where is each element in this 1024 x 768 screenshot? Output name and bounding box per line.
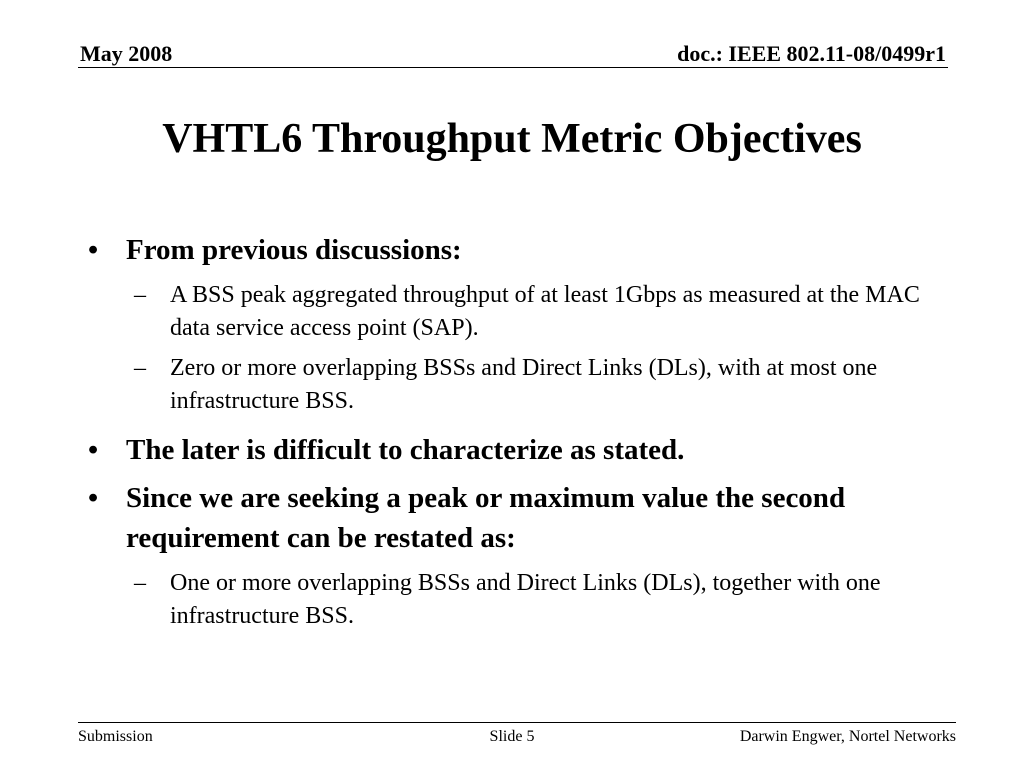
bullet-marker: • [88, 434, 99, 466]
bullet-text: The later is difficult to characterize as stated. [126, 434, 685, 466]
sub-bullet-marker: – [134, 355, 146, 381]
sub-bullet-text: A BSS peak aggregated throughput of at least 1Gbps as measured at the MAC data service access point (SAP). [170, 282, 920, 341]
footer-divider [78, 722, 956, 723]
sub-bullet-marker: – [134, 570, 146, 596]
sub-bullet-text: One or more overlapping BSSs and Direct Links (DLs), together with one infrastructure BSS. [170, 570, 881, 629]
bullet-marker: • [88, 482, 99, 514]
bullet-marker: • [88, 234, 99, 266]
footer-submission: Submission [78, 728, 153, 745]
slide-title: VHTL6 Throughput Metric Objectives [162, 116, 862, 162]
footer-slide-number: Slide 5 [489, 728, 535, 745]
sub-bullet-text: Zero or more overlapping BSSs and Direct Links (DLs), with at most one infrastructure BSS. [170, 355, 878, 414]
header-doc-id: doc.: IEEE 802.11-08/0499r1 [677, 41, 946, 66]
sub-bullet-marker: – [134, 282, 146, 308]
bullet-text: Since we are seeking a peak or maximum value the second requirement can be restated as: [126, 482, 846, 554]
header-date: May 2008 [80, 41, 173, 66]
bullet-text: From previous discussions: [126, 234, 462, 266]
footer-author: Darwin Engwer, Nortel Networks [739, 728, 956, 745]
